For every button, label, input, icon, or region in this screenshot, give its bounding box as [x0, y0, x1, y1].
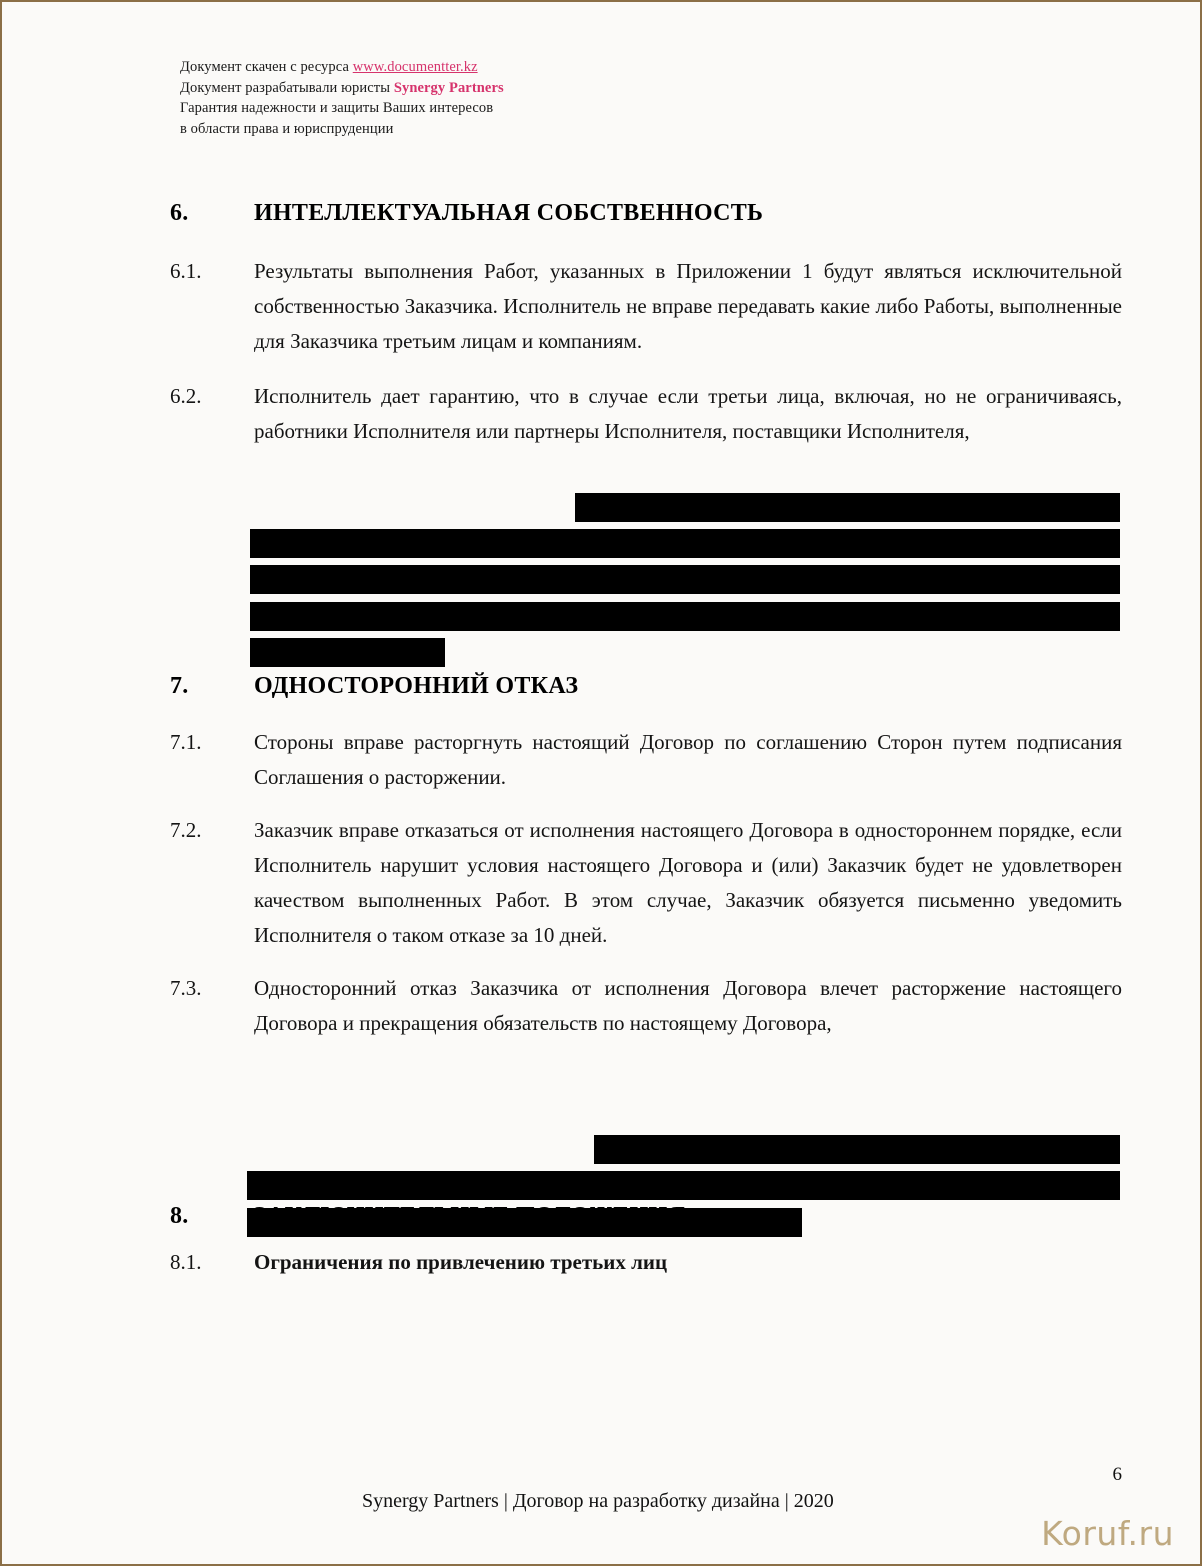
clause-8-1 — [170, 1245, 1122, 1280]
section-7-number: 7. — [170, 673, 189, 699]
clause-6-2-text: Исполнитель дает гарантию, что в случае если третьи лица, включая, но не ограничиваясь, работники Исполнителя или партнеры Исполнителя, поставщики Исполнителя, — [254, 384, 1122, 443]
clause-6-1-number: 6.1. — [170, 259, 202, 283]
header-line-guarantee: Гарантия надежности и защиты Ваших интересов — [180, 100, 494, 116]
clause-6-1 — [170, 254, 1122, 359]
section-8-number: 8. — [170, 1203, 189, 1229]
redaction-bar — [594, 1135, 1120, 1164]
redaction-bar — [575, 493, 1120, 522]
header-line-field: в области права и юриспруденции — [180, 120, 394, 137]
clause-7-1-number: 7.1. — [170, 730, 202, 754]
clause-8-1-text: Ограничения по привлечению третьих лиц — [254, 1250, 668, 1274]
clause-7-2 — [170, 813, 1122, 953]
clause-7-2-text: Заказчик вправе отказаться от исполнения настоящего Договора в одностороннем порядке, если Исполнитель нарушит условия настоящего Договора и (или) Заказчик будет не удовлетворен качеством выполненных Работ. В этом случае, Заказчик обязуется письменно уведомить Исполнителя о таком отказе за 10 дней. — [254, 818, 1122, 947]
redaction-bar — [250, 602, 1120, 631]
clause-7-1-text: Стороны вправе расторгнуть настоящий Договор по соглашению Сторон путем подписания Соглашения о расторжении. — [254, 730, 1122, 789]
section-heading-6 — [170, 198, 1122, 228]
redaction-bar — [250, 529, 1120, 558]
page-number: 6 — [1112, 1464, 1122, 1485]
document-source-header — [180, 57, 780, 139]
clause-7-3 — [170, 971, 1122, 1041]
footer-text: Synergy Partners | Договор на разработку дизайна | 2020 — [362, 1490, 834, 1512]
header-line-authors — [180, 78, 780, 99]
clause-7-3-number: 7.3. — [170, 976, 202, 1000]
redaction-bar — [250, 638, 445, 667]
header-line-source — [180, 57, 780, 78]
clause-7-2-number: 7.2. — [170, 818, 202, 842]
redaction-bar — [247, 1208, 802, 1237]
section-6-number: 6. — [170, 200, 189, 226]
brand-name: Synergy Partners — [393, 79, 504, 96]
clause-6-1-text: Результаты выполнения Работ, указанных в Приложении 1 будут являться исключительной собственностью Заказчика. Исполнитель не вправе передавать какие либо Работы, выполненные для Заказчика третьим лицам и компаниям. — [254, 259, 1122, 353]
source-website-link[interactable]: www.documentter.kz — [352, 59, 478, 75]
header-source-prefix: Документ скачен с ресурса — [180, 59, 353, 75]
section-heading-7 — [170, 671, 1122, 701]
clause-6-2-number: 6.2. — [170, 384, 202, 408]
document-body — [170, 198, 1122, 1280]
clause-8-1-number: 8.1. — [170, 1250, 202, 1274]
watermark-koruf: Koruf.ru — [1041, 1514, 1174, 1553]
header-authors-prefix: Документ разрабатывали юристы — [180, 79, 394, 96]
section-6-title: ИНТЕЛЛЕКТУАЛЬНАЯ СОБСТВЕННОСТЬ — [254, 200, 764, 226]
clause-7-3-text: Односторонний отказ Заказчика от исполнения Договора влечет расторжение настоящего Договора и прекращения обязательств по настоящему Договора, — [254, 976, 1122, 1035]
clause-7-1 — [170, 725, 1122, 795]
clause-6-2 — [170, 379, 1122, 449]
redaction-bar — [247, 1171, 1120, 1200]
redaction-bar — [250, 565, 1120, 594]
section-7-title: ОДНОСТОРОННИЙ ОТКАЗ — [254, 673, 579, 699]
